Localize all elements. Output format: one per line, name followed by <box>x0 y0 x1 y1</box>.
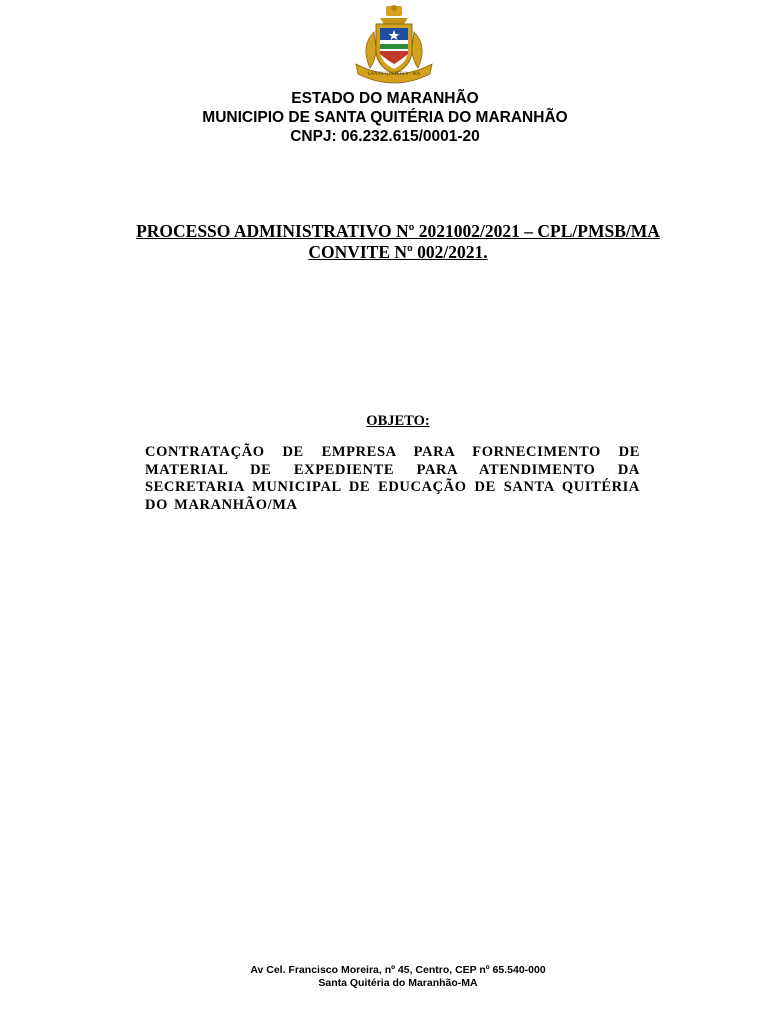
state-name: ESTADO DO MARANHÃO <box>291 90 479 107</box>
municipality-name: MUNICIPIO DE SANTA QUITÉRIA DO MARANHÃO <box>202 109 568 126</box>
page-footer <box>0 964 770 990</box>
process-title <box>0 221 770 263</box>
crest-motto: SANTA QUITÉRIA - MA <box>367 72 421 77</box>
process-number: PROCESSO ADMINISTRATIVO Nº 2021002/2021 – CPL/PMSB/MA <box>136 221 660 241</box>
invitation-number: CONVITE Nº 002/2021. <box>308 242 488 262</box>
municipal-coat-of-arms-icon <box>352 4 436 84</box>
footer-address: Av Cel. Francisco Moreira, nº 45, Centro, CEP nº 65.540-000 <box>250 964 546 976</box>
cnpj: CNPJ: 06.232.615/0001-20 <box>290 128 480 145</box>
objeto-label: OBJETO: <box>366 413 430 429</box>
document-header <box>0 89 770 146</box>
footer-city: Santa Quitéria do Maranhão-MA <box>318 977 478 989</box>
objeto-description: CONTRATAÇÃO DE EMPRESA PARA FORNECIMENTO DE MATERIAL DE EXPEDIENTE PARA ATENDIMENTO DA SECRETARIA MUNICIPAL DE EDUCAÇÃO DE SANTA QUITÉRIA DO MARANHÃO/MA <box>145 444 640 513</box>
